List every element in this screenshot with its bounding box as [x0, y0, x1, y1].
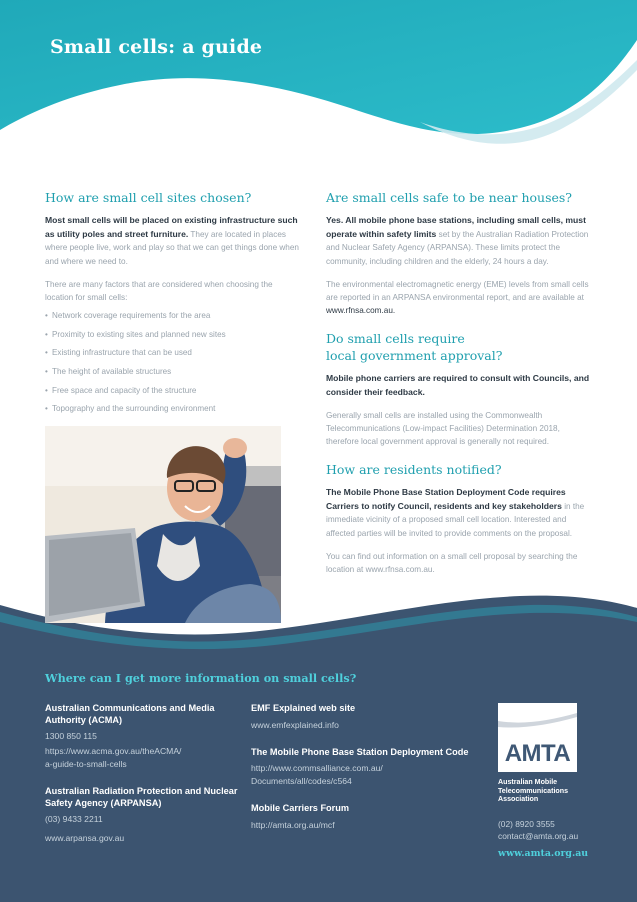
amta-website-link[interactable]: www.amta.org.au — [498, 847, 589, 859]
acma-phone: 1300 850 115 — [45, 731, 97, 741]
amta-block — [498, 703, 618, 859]
emf-name: EMF Explained web site — [251, 703, 356, 713]
footer-heading: Where can I get more information on small cells? — [45, 671, 357, 685]
amta-name-line3: Association — [498, 795, 539, 803]
amta-full-name — [498, 778, 618, 804]
section-heading-notification: How are residents notified? — [326, 461, 502, 477]
safety-paragraph — [326, 278, 591, 317]
list-item: • Existing infrastructure that can be used — [45, 347, 300, 359]
approval-lead: Mobile phone carriers are required to consult with Councils, and consider their feedback. — [326, 373, 590, 397]
amta-wave-icon — [498, 703, 577, 743]
list-item: • Topography and the surrounding environment — [45, 403, 300, 415]
right-column — [326, 190, 591, 576]
rfnsa-link[interactable]: www.rfnsa.com.au. — [326, 306, 396, 316]
section-heading-site-selection: How are small cell sites chosen? — [45, 190, 252, 205]
lead-text: Most small cells will be placed on existing infrastructure such as utility poles and street furniture. — [45, 214, 298, 239]
emf-block — [251, 703, 471, 731]
footer-column-1 — [45, 703, 245, 860]
notification-lead — [326, 486, 591, 541]
list-item: • The height of available structures — [45, 366, 300, 378]
safety-para-text: The environmental electromagnetic energy (EME) levels from small cells are reported in an ARPANSA environmental report, and are available at — [326, 279, 589, 302]
acma-url[interactable] — [45, 745, 245, 770]
section-heading-approval — [326, 331, 591, 365]
list-item: • Free space and capacity of the structure — [45, 385, 300, 397]
code-name: The Mobile Phone Base Station Deployment Code — [251, 746, 469, 757]
approval-heading-line2: local government approval? — [326, 348, 503, 364]
amta-contact — [498, 818, 618, 842]
acma-url-line2[interactable]: a-guide-to-small-cells — [45, 758, 127, 769]
arpansa-phone: (03) 9433 2211 — [45, 814, 103, 825]
arpansa-url[interactable]: www.arpansa.gov.au — [45, 832, 125, 843]
lead-paragraph — [45, 214, 300, 269]
approval-paragraph: Generally small cells are installed using the Commonwealth Telecommunications (Low-impact Facilities) Determination 2018, therefore local government approval is generally not required. — [326, 410, 560, 446]
safety-lead-text: Yes. All mobile phone base stations, including small cells, must operate within safety limits — [326, 214, 586, 239]
acma-url-line1[interactable]: https://www.acma.gov.au/theACMA/ — [45, 746, 182, 757]
left-column — [45, 190, 300, 422]
amta-name-line2: Telecommunications — [498, 786, 569, 795]
amta-name-line1: Australian Mobile — [498, 778, 558, 786]
man-with-laptop-photo — [45, 426, 281, 623]
notification-lead-rest: in the immediate vicinity of a proposed small cell location. Interested and affected parties will be invited to provide comments on the proposal. — [326, 501, 585, 538]
amta-email[interactable]: contact@amta.org.au — [498, 830, 579, 841]
safety-lead — [326, 214, 591, 269]
amta-logo-text: AMTA — [504, 740, 571, 767]
mcf-name: Mobile Carriers Forum — [251, 803, 350, 814]
acma-block — [45, 703, 245, 770]
code-url-line2[interactable]: Documents/all/codes/c564 — [251, 775, 352, 786]
safety-lead-rest: set by the Australian Radiation Protection and Nuclear Safety Agency (ARPANSA). These limits protect the community, including children and the elderly, 24 hours a day. — [326, 229, 589, 267]
amta-phone: (02) 8920 3555 — [498, 818, 555, 829]
factors-intro: There are many factors that are considered when choosing the location for small cells: — [45, 279, 273, 302]
acma-name: Australian Communications and Media Authority (ACMA) — [45, 703, 215, 725]
factors-list — [45, 310, 300, 415]
page-title: Small cells: a guide — [50, 36, 263, 58]
arpansa-block — [45, 786, 245, 844]
amta-logo — [498, 703, 577, 772]
code-url[interactable] — [251, 762, 471, 787]
list-item: • Network coverage requirements for the area — [45, 310, 300, 322]
section-heading-safety: Are small cells safe to be near houses? — [326, 190, 573, 205]
footer-column-2 — [251, 703, 471, 847]
code-block — [251, 747, 471, 787]
approval-heading-line1: Do small cells require — [326, 331, 465, 347]
notification-lead-text: The Mobile Phone Base Station Deployment Code requires Carriers to notify Council, residents and key stakeholders — [326, 486, 566, 511]
emf-url[interactable]: www.emfexplained.info — [251, 719, 339, 730]
list-item: • Proximity to existing sites and planned new sites — [45, 329, 300, 341]
code-url-line1[interactable]: http://www.commsalliance.com.au/ — [251, 763, 383, 774]
mcf-url[interactable]: http://amta.org.au/mcf — [251, 819, 335, 830]
notification-paragraph: You can find out information on a small cell proposal by searching the location at www.rfnsa.com.au. — [326, 551, 578, 574]
lead-rest-text: They are located in places where people live, work and play so that we can get things done when and where we need to. — [45, 229, 299, 267]
mcf-block — [251, 803, 471, 831]
arpansa-name: Australian Radiation Protection and Nuclear Safety Agency (ARPANSA) — [45, 786, 238, 808]
